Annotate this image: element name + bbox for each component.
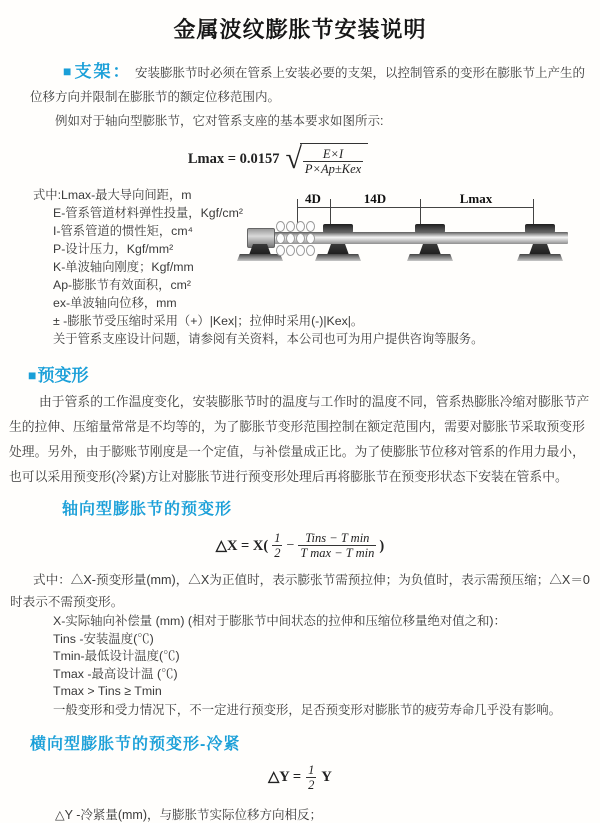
lmax-fraction-numerator: E×I	[322, 146, 344, 161]
definition-item: E-管系管道材料弹性投量，Kgf/cm²	[53, 206, 243, 220]
dy-formula-lhs: △Y =	[268, 769, 302, 785]
definition-item: 式中:Lmax-最大导向间距，m	[33, 188, 192, 202]
radical-sign-icon: √	[285, 141, 302, 175]
lmax-formula	[0, 142, 578, 176]
dx-formula-lhs: △X = X(	[215, 537, 269, 554]
dim-label-lmax: Lmax	[457, 191, 496, 207]
guide-support	[405, 192, 455, 264]
dx-formula-close-paren: )	[379, 537, 385, 554]
support-pedestal	[529, 244, 551, 255]
dy-half-numerator: 1	[308, 762, 315, 777]
axial-variable-item: Tmax > Tins ≥ Tmin	[53, 684, 162, 698]
support-base	[407, 254, 453, 261]
axial-variable-item: Tins -安装温度(℃)	[53, 631, 154, 646]
dx-explanation: 式中：△X-预变形量(mm)，△X为正值时，表示膨张节需预拉伸；为负值时，表示需预压缩；△X＝0时表示不需预变形。	[10, 573, 590, 609]
guide-support	[515, 192, 565, 264]
dy-half-denominator: 2	[308, 777, 315, 792]
predeform-heading-label: 预变形	[37, 366, 89, 385]
minus-operator: −	[286, 538, 295, 553]
delta-x-formula	[0, 530, 600, 562]
dy-note: △Y -冷紧量(mm)，与膨胀节实际位移方向相反；	[55, 807, 323, 822]
lmax-formula-lhs: Lmax = 0.0157	[187, 150, 280, 167]
axial-subheading: 轴向型膨胀节的预变形	[62, 501, 233, 518]
dy-fraction-half	[306, 764, 316, 792]
dx-temp-numerator: Tins − T min	[305, 531, 370, 545]
support-base	[517, 254, 563, 261]
support-heading-label: 支架：	[74, 62, 132, 81]
support-clamp	[525, 224, 555, 233]
dim-label-14d: 14D	[361, 191, 389, 207]
axial-variable-item: X-实际轴向补偿量 (mm) (相对于膨胀节中间状态的拉伸和压缩位移量绝对值之和)：	[53, 614, 506, 628]
axial-variable-list	[0, 613, 600, 701]
definition-item: K-单波轴向刚度；Kgf/mm	[53, 260, 194, 274]
dx-fraction-half	[272, 532, 282, 560]
axial-variable-item: Tmin-最低设计温度(℃)	[53, 649, 180, 663]
definition-item: ex-单波轴向位移，mm	[53, 296, 177, 310]
predeform-paragraph: 由于管系的工作温度变化，安装膨胀节时的温度与工作时的温度不同，管系热膨胀冷缩对膨胀节产生的拉伸、压缩量常常是不均等的，为了膨胀节变形范围控制在额定范围内，需要对膨胀节采取预变形处理。另外，由于膨账节刚度是一个定值，与补偿量成正比。为了使膨胀节位移对管系的作用力最小，也可以采用预变形(冷紧)方让对膨胀节进行预变形处理后再将膨胀节在预变形状态下安装在管系中。	[9, 394, 590, 484]
section-square-icon: ■	[28, 367, 37, 383]
dx-temp-denominator: T max − T min	[300, 546, 375, 560]
axial-variable-item: Tmax -最高设计温 (℃)	[53, 666, 178, 681]
support-pedestal	[327, 244, 349, 255]
definition-item: ± -膨胀节受压缩时采用（+）|Kex|；拉伸时采用(-)|Kex|。	[53, 314, 364, 328]
radicand	[300, 143, 368, 176]
support-section-heading	[63, 62, 131, 81]
dx-temp-fraction	[298, 532, 376, 560]
support-intro-text: 安装膨胀节时必须在管系上安装必要的支架，以控制管系的变形在膨胀节上产生的位移方向并限制在膨胀节的额定位移范围内。	[30, 66, 585, 104]
lateral-subheading: 横向型膨胀节的预变形-冷紧	[30, 735, 241, 753]
support-clamp	[323, 224, 353, 233]
support-intro-paragraph	[30, 59, 594, 109]
definition-item: P-设计压力，Kgf/mm²	[53, 242, 174, 256]
page-title: 金属波纹膨胀节安装说明	[173, 17, 427, 42]
definition-item: I-管系管道的惯性矩，cm⁴	[53, 224, 193, 238]
axial-note: 一般变形和受力情况下，不一定进行预变形，足否预变形对膨胀节的疲劳寿命几乎没有影响。	[53, 702, 562, 717]
lmax-fraction	[303, 148, 363, 176]
guide-support	[313, 192, 363, 264]
support-pedestal	[419, 244, 441, 255]
definition-item: 关于管系支座设计问题，请参阅有关资料，本公司也可为用户提供咨询等服务。	[53, 332, 484, 346]
support-example-line: 例如对于轴向型膨胀节，它对管系支座的基本要求如图所示:	[55, 114, 384, 128]
delta-y-formula	[0, 763, 600, 793]
dx-half-numerator: 1	[274, 531, 281, 545]
dx-half-denominator: 2	[274, 546, 281, 560]
section-square-icon: ■	[63, 63, 74, 79]
lmax-fraction-denominator: P×Ap±Kex	[304, 161, 362, 176]
support-base	[315, 254, 361, 261]
definition-item: Ap-膨胀节有效面积，cm²	[53, 278, 191, 292]
predeform-section-heading	[28, 361, 600, 386]
bellows-coil-icon	[276, 221, 310, 255]
pipe-support-diagram	[243, 192, 597, 292]
support-clamp	[415, 224, 445, 233]
support-base	[237, 254, 283, 261]
sqrt-radical	[285, 143, 368, 176]
dy-formula-rhs: Y	[321, 769, 332, 785]
dim-label-4d: 4D	[302, 191, 324, 207]
